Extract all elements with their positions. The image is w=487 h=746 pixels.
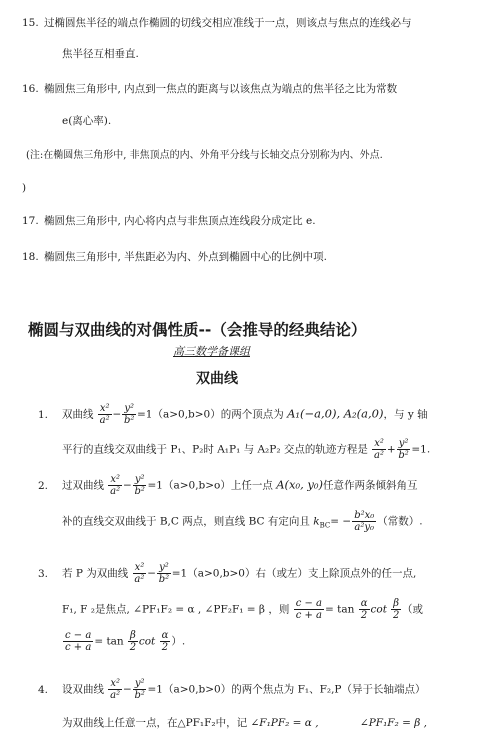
hyperbola-item-1-line1: 1. 双曲线 $\frac{\text{x²}}{\text{a²}}$ − $\frac{\text{y²}}{\text{b²}}$ =1（a>0,b>0）的两个顶点为 A₁(−a,0), A₂(a,0)，与 y 轴 — [38, 403, 428, 426]
item-16-line1: 16. 椭圆焦三角形中, 内点到一焦点的距离与以该焦点为端点的焦半径之比为常数 — [22, 83, 398, 95]
item-number: 17. — [22, 215, 39, 227]
hyperbola-item-3-line1: 3. 若 P 为双曲线 $\frac{\text{x²}}{\text{a²}}$ − $\frac{\text{y²}}{\text{b²}}$ =1（a>0,b>0）右（或左）支上除顶点外的任一点, — [38, 562, 417, 585]
item-15-line1: 15. 过椭圆焦半径的端点作椭圆的切线交相应准线于一点，则该点与焦点的连线必与 — [22, 17, 412, 29]
section-title: 双曲线 — [196, 371, 238, 387]
note-line2: ) — [22, 182, 27, 194]
hyperbola-item-1-line2: 平行的直线交双曲线于 P₁、P₂时 A₁P₁ 与 A₂P₂ 交点的轨迹方程是 $\frac{\text{x²}}{\text{a²}}$ + $\frac{\text{y²}}{\text{b²}}$ =1. — [62, 438, 431, 461]
subtitle: 高三数学备课组 — [173, 345, 250, 358]
item-number: 18. — [22, 251, 39, 263]
hyperbola-item-3-line2: F₁, F ₂是焦点, ∠PF₁F₂ = α , ∠PF₂F₁ = β ，则 $\frac{c - a}{c + a}$ = tan $\frac{\alpha}{2}$ cot $\frac{\beta}{2}$ （或 — [62, 598, 424, 621]
item-15-line2: 焦半径互相垂直. — [62, 48, 139, 60]
hyperbola-item-2-line1: 2. 过双曲线 $\frac{\text{x²}}{\text{a²}}$ − $\frac{\text{y²}}{\text{b²}}$ =1（a>0,b>o）上任一点 A(x₀, y₀)任意作两条倾斜角互 — [38, 474, 418, 497]
item-17: 17. 椭圆焦三角形中, 内心将内点与非焦顶点连线段分成定比 e. — [22, 215, 316, 227]
fraction-y2-b2: $\frac{\text{y²}}{\text{b²}}$ — [123, 403, 135, 426]
hyperbola-item-2-line2: 补的直线交双曲线于 B,C 两点，则直线 BC 有定向且 $k_{BC}=$ − $\frac{\text{b²x₀}}{\text{a²y₀}}$ （常数）. — [62, 510, 423, 533]
note-line1: (注:在椭圆焦三角形中, 非焦顶点的内、外角平分线与长轴交点分别称为内、外点. — [26, 150, 383, 161]
hyperbola-item-3-line3: $\frac{c - a}{c + a}$ = tan $\frac{\beta}{2}$ cot $\frac{\alpha}{2}$ ）. — [65, 630, 186, 653]
item-number: 16. — [22, 83, 39, 95]
item-number: 15. — [22, 17, 39, 29]
item-18: 18. 椭圆焦三角形中, 半焦距必为内、外点到椭圆中心的比例中项. — [22, 251, 328, 263]
fraction-slope: $\frac{\text{b²x₀}}{\text{a²y₀}}$ — [354, 510, 375, 533]
item-16-line2: e(离心率). — [62, 115, 112, 127]
hyperbola-item-4-line1: 4. 设双曲线 $\frac{\text{x²}}{\text{a²}}$ − $\frac{\text{y²}}{\text{b²}}$ =1（a>0,b>0）的两个焦点为 F₁、F₂,P（异于长轴端点） — [38, 678, 426, 701]
page-title: 椭圆与双曲线的对偶性质--（会推导的经典结论） — [28, 321, 367, 339]
hyperbola-item-4-line2: 为双曲线上任意一点，在△PF₁F₂中，记 ∠F₁PF₂ = α , ∠PF₁F₂ = β , — [62, 717, 427, 729]
fraction-x2-a2: $\frac{\text{x²}}{\text{a²}}$ — [99, 403, 110, 426]
